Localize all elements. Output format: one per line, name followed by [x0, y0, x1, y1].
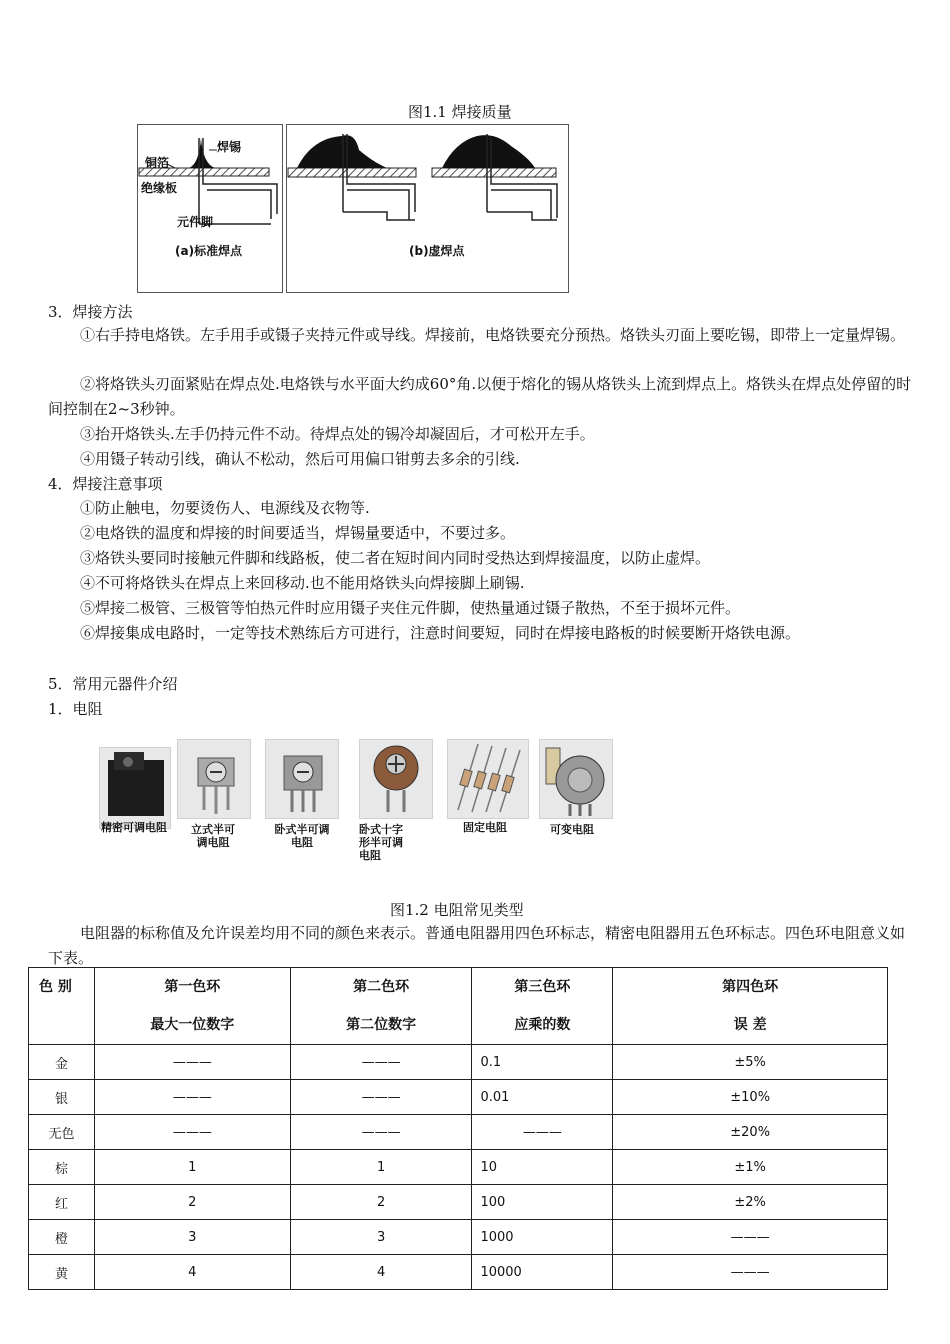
- cell-color: 金: [29, 1045, 95, 1080]
- cell-tolerance: ———: [613, 1220, 888, 1255]
- board-b2: [432, 168, 556, 177]
- section-3-heading: 3．焊接方法: [48, 303, 133, 321]
- cell-second-band: ———: [290, 1045, 472, 1080]
- cell-tolerance: ±2%: [613, 1185, 888, 1220]
- photo-label-fixed-resistor: 固定电阻: [463, 821, 507, 834]
- cell-second-band: ———: [290, 1115, 472, 1150]
- precision-adjustable-resistor-photo: [99, 747, 171, 829]
- cell-first-band: ———: [94, 1080, 290, 1115]
- table-row: [29, 1045, 888, 1080]
- cell-first-band: ———: [94, 1045, 290, 1080]
- section-4-heading: 4．焊接注意事项: [48, 475, 163, 493]
- label-solder: 焊锡: [217, 140, 242, 154]
- section-5-heading: 5．常用元器件介绍: [48, 675, 178, 693]
- table-row: [29, 1255, 888, 1290]
- cell-tolerance: ±10%: [613, 1080, 888, 1115]
- color-code-table: [28, 967, 888, 1290]
- table-row: [29, 1115, 888, 1150]
- section-4-item-4: ④不可将烙铁头在焊点上来回移动.也不能用烙铁头向焊接脚上刷锡.: [80, 574, 525, 592]
- cell-multiplier: 10: [472, 1150, 613, 1185]
- table-header-row: [29, 968, 888, 1045]
- cell-first-band: 1: [94, 1150, 290, 1185]
- cell-color: 橙: [29, 1220, 95, 1255]
- cell-multiplier: 1000: [472, 1220, 613, 1255]
- section-3-item-4: ④用镊子转动引线，确认不松动，然后可用偏口钳剪去多余的引线.: [80, 450, 520, 468]
- resistor-types-figure: [97, 739, 617, 869]
- section-4-item-2: ②电烙铁的温度和焊接的时间要适当，焊锡量要适中，不要过多。: [80, 524, 516, 542]
- label-cold-joint: (b)虚焊点: [409, 244, 465, 258]
- variable-resistor-photo: [539, 739, 613, 819]
- fixed-resistor-photo: [447, 739, 529, 819]
- cell-second-band: 3: [290, 1220, 472, 1255]
- cross-trimmer-photo: [359, 739, 433, 819]
- cell-second-band: 1: [290, 1150, 472, 1185]
- cell-color: 黄: [29, 1255, 95, 1290]
- header-fourth-band: 第四色环 误 差: [613, 968, 888, 1045]
- section-4-item-3: ③烙铁头要同时接触元件脚和线路板，使二者在短时间内同时受热达到焊接温度，以防止虚焊。: [80, 549, 711, 567]
- cell-color: 银: [29, 1080, 95, 1115]
- photo-label-variable-resistor: 可变电阻: [550, 823, 594, 836]
- cell-multiplier: ———: [472, 1115, 613, 1150]
- table-row: [29, 1220, 888, 1255]
- cell-multiplier: 0.01: [472, 1080, 613, 1115]
- cell-first-band: 3: [94, 1220, 290, 1255]
- soldering-quality-figure: [137, 124, 573, 295]
- figure-1-1-caption: 图1.1 焊接质量: [408, 103, 512, 121]
- cell-color: 棕: [29, 1150, 95, 1185]
- photo-label-cross-trimmer: 卧式十字 形半可调 电阻: [359, 823, 403, 862]
- table-row: [29, 1150, 888, 1185]
- cell-tolerance: ±1%: [613, 1150, 888, 1185]
- section-3-item-3: ③抬开烙铁头.左手仍持元件不动。待焊点处的锡冷却凝固后，才可松开左手。: [80, 425, 595, 443]
- cell-tolerance: ———: [613, 1255, 888, 1290]
- photo-label-precision-adjustable: 精密可调电阻: [101, 821, 167, 834]
- color-code-intro: 电阻器的标称值及允许误差均用不同的颜色来表示。普通电阻器用四色环标志，精密电阻器用五色环标志。四色环电阻意义如下表。: [48, 924, 906, 967]
- section-4-item-5: ⑤焊接二极管、三极管等怕热元件时应用镊子夹住元件脚，使热量通过镊子散热，不至于损坏元件。: [80, 599, 741, 617]
- section-3-item-2: ②将烙铁头刃面紧贴在焊点处.电烙铁与水平面大约成60°角.以便于熔化的锡从烙铁头上流到焊点上。烙铁头在焊点处停留的时间控制在2~3秒钟。: [48, 375, 912, 418]
- label-standard-joint: (a)标准焊点: [175, 244, 243, 258]
- vertical-trimmer-photo: [177, 739, 251, 819]
- table-row: [29, 1185, 888, 1220]
- figure-1-2-caption: 图1.2 电阻常见类型: [390, 901, 524, 919]
- soldering-diagram: [137, 124, 573, 295]
- label-component-lead: 元件脚: [177, 215, 214, 229]
- label-copper-foil: 铜箔: [145, 156, 170, 170]
- cell-color: 无色: [29, 1115, 95, 1150]
- cell-second-band: 4: [290, 1255, 472, 1290]
- section-3-item-1: ①右手持电烙铁。左手用手或镊子夹持元件或导线。焊接前，电烙铁要充分预热。烙铁头刃面上要吃锡，即带上一定量焊锡。: [80, 326, 906, 344]
- cell-first-band: ———: [94, 1115, 290, 1150]
- board-b1: [288, 168, 416, 177]
- photo-label-horizontal-trimmer: 卧式半可调 电阻: [274, 823, 330, 849]
- header-third-band: 第三色环 应乘的数: [472, 968, 613, 1045]
- cell-multiplier: 100: [472, 1185, 613, 1220]
- cell-tolerance: ±20%: [613, 1115, 888, 1150]
- cell-tolerance: ±5%: [613, 1045, 888, 1080]
- cell-first-band: 4: [94, 1255, 290, 1290]
- subsection-1-heading: 1．电阻: [48, 700, 103, 718]
- section-4-item-6: ⑥焊接集成电路时，一定等技术熟练后方可进行，注意时间要短，同时在焊接电路板的时候要断开烙铁电源。: [80, 624, 801, 642]
- cell-second-band: 2: [290, 1185, 472, 1220]
- horizontal-trimmer-photo: [265, 739, 339, 819]
- table-row: [29, 1080, 888, 1115]
- label-insulating-board: 绝缘板: [141, 181, 178, 195]
- header-second-band: 第二色环 第二位数字: [290, 968, 472, 1045]
- cell-multiplier: 0.1: [472, 1045, 613, 1080]
- photo-label-vertical-trimmer: 立式半可 调电阻: [191, 823, 235, 849]
- section-4-item-1: ①防止触电，勿要烫伤人、电源线及衣物等.: [80, 499, 370, 517]
- cell-color: 红: [29, 1185, 95, 1220]
- header-first-band: 第一色环 最大一位数字: [94, 968, 290, 1045]
- cell-first-band: 2: [94, 1185, 290, 1220]
- cell-second-band: ———: [290, 1080, 472, 1115]
- cell-multiplier: 10000: [472, 1255, 613, 1290]
- header-color: 色 别: [29, 968, 95, 1045]
